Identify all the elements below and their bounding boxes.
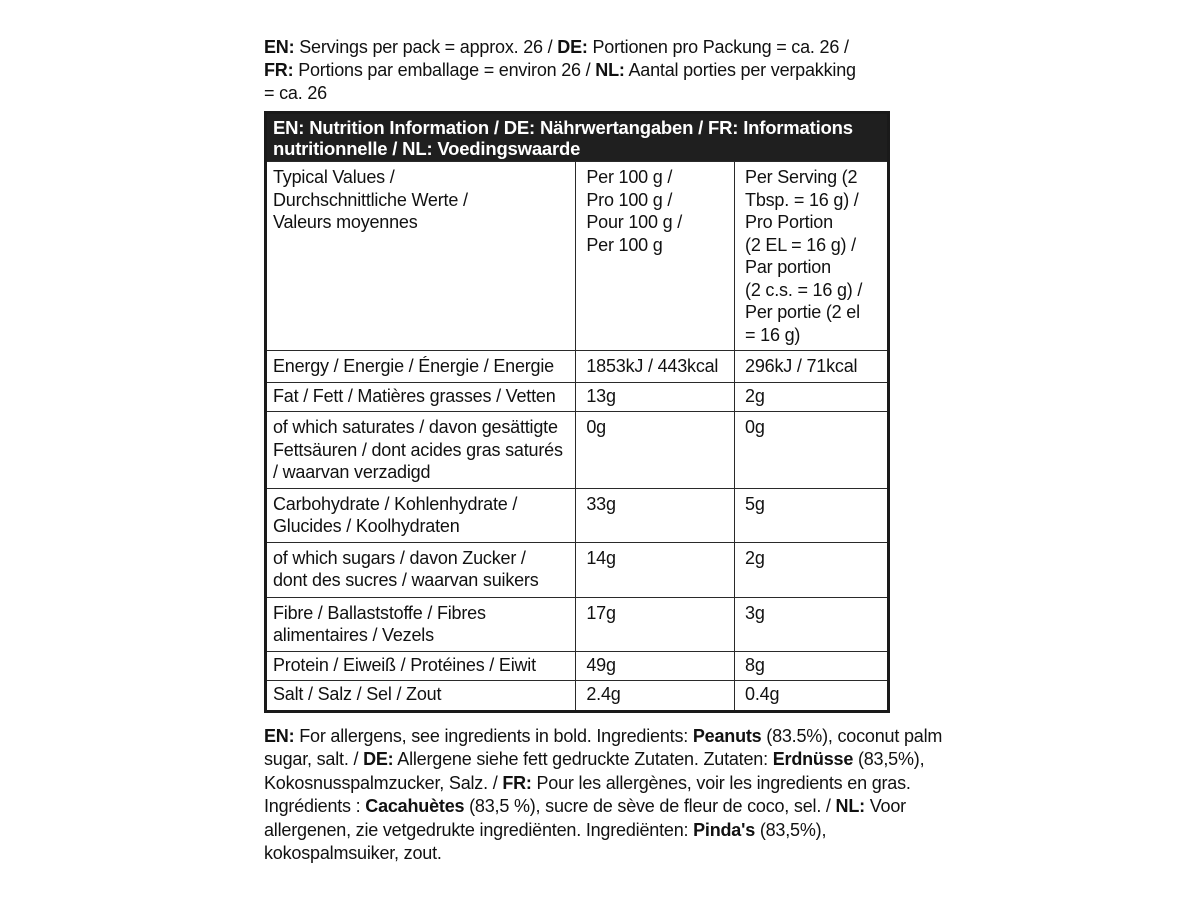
- row-per-serving: 0.4g: [735, 681, 889, 712]
- servings-de-label: DE:: [557, 37, 588, 57]
- row-per-serving: 8g: [735, 651, 889, 681]
- ingredients-en-allergen: Peanuts: [692, 725, 762, 746]
- row-label: [266, 651, 576, 681]
- row-label-line: Salt / Salz / Sel / Zout: [273, 684, 442, 704]
- ingredients-fr-text: (83,5 %), sucre de sève de fleur de coco, sel. /: [464, 796, 836, 816]
- ingredients-nl-label: NL:: [835, 796, 865, 816]
- row-label-line: Energy / Energie / Énergie / Energie: [273, 356, 554, 376]
- header-col3-line: = 16 g): [745, 324, 801, 345]
- row-label-line: Protein / Eiweiß / Protéines / Eiwit: [273, 654, 536, 675]
- row-per-serving: 0g: [735, 412, 889, 489]
- row-label-line: alimentaires / Vezels: [273, 625, 434, 645]
- servings-nl-text: Aantal porties per verpakking: [624, 60, 856, 80]
- row-per-serving: 296kJ / 71kcal: [735, 351, 889, 383]
- header-col3-line: (2 c.s. = 16 g) /: [745, 279, 863, 300]
- table-row-saturates: [266, 412, 889, 489]
- row-per-100g: 33g: [576, 488, 735, 542]
- row-per-serving: 3g: [735, 597, 889, 651]
- row-per-100g: 2.4g: [576, 681, 735, 712]
- servings-fr-text: Portions par emballage = environ 26 /: [293, 60, 596, 80]
- ingredients-de-allergen: Erdnüsse: [772, 749, 854, 769]
- ingredients-de-text: (83,5%), Kokosnusspalmzucker, Salz. /: [264, 749, 925, 793]
- header-col3-line: Per portie (2 el: [745, 302, 860, 322]
- table-row-carbohydrate: [266, 488, 889, 542]
- ingredients-fr-text: Pour les allergènes, voir les ingredients en gras. Ingrédients :: [264, 772, 911, 816]
- ingredients-en-text: (83.5%), coconut palm sugar, salt. /: [264, 725, 943, 769]
- header-col3-line: (2 EL = 16 g) /: [745, 234, 856, 255]
- row-label-line: Glucides / Koolhydraten: [273, 516, 460, 536]
- row-label-line: dont des sucres / waarvan suikers: [273, 570, 539, 590]
- nutrition-label: [264, 36, 944, 866]
- header-col3-line: Par portion: [745, 257, 831, 277]
- nutrition-table-title: [266, 113, 889, 162]
- ingredients-de-label: DE:: [363, 749, 394, 769]
- header-col1-line: Valeurs moyennes: [273, 212, 418, 232]
- row-label: [266, 597, 576, 651]
- header-col3-line: Per Serving (2: [745, 167, 858, 187]
- servings-en-label: EN:: [264, 37, 295, 57]
- servings-en-text: Servings per pack = approx. 26 /: [294, 37, 558, 57]
- row-per-100g: 17g: [576, 597, 735, 651]
- row-per-serving: 2g: [735, 542, 889, 597]
- row-label: [266, 681, 576, 712]
- ingredients-fr-label: FR:: [502, 772, 532, 793]
- row-per-100g: 1853kJ / 443kcal: [576, 351, 735, 383]
- ingredients-nl-text: Voor allergenen, zie vetgedrukte ingrediënten. Ingrediënten:: [264, 796, 906, 840]
- table-row-salt: [266, 681, 889, 712]
- row-label-line: Fat / Fett / Matières grasses / Vetten: [273, 385, 556, 406]
- row-label-line: of which sugars / davon Zucker /: [273, 547, 526, 568]
- row-label-line: Fibre / Ballaststoffe / Fibres: [273, 602, 486, 623]
- ingredients-nl-allergen: Pinda's: [693, 819, 756, 840]
- servings-fr-label: FR:: [264, 60, 294, 80]
- table-row-energy: [266, 351, 889, 383]
- header-per-serving: [735, 162, 889, 351]
- header-col3-line: Pro Portion: [745, 212, 833, 232]
- servings-text: [264, 36, 904, 105]
- ingredients-en-text: For allergens, see ingredients in bold. Ingredients:: [294, 725, 693, 746]
- row-label-line: Carbohydrate / Kohlenhydrate /: [273, 493, 518, 514]
- table-title-line-2: nutritionnelle / NL: Voedingswaarde: [273, 138, 581, 159]
- table-row-fat: [266, 382, 889, 412]
- table-row-protein: [266, 651, 889, 681]
- table-title-line-1: EN: Nutrition Information / DE: Nährwertangaben / FR: Informations: [273, 117, 853, 138]
- ingredients-de-text: Allergene siehe fett gedruckte Zutaten. Zutaten:: [393, 749, 773, 769]
- row-label-line: / waarvan verzadigd: [273, 462, 431, 482]
- nutrition-table: [264, 111, 890, 713]
- header-typical-values: [266, 162, 576, 351]
- table-row-sugars: [266, 542, 889, 597]
- servings-nl-text-2: = ca. 26: [264, 83, 327, 103]
- row-per-serving: 2g: [735, 382, 889, 412]
- row-label-line: Fettsäuren / dont acides gras saturés: [273, 439, 563, 460]
- header-per-100g: [576, 162, 735, 351]
- header-col2-line: Pour 100 g /: [586, 212, 683, 232]
- row-label: [266, 542, 576, 597]
- row-label: [266, 488, 576, 542]
- row-label: [266, 351, 576, 383]
- ingredients-text: [264, 725, 944, 866]
- row-label: [266, 382, 576, 412]
- header-col1-line: Durchschnittliche Werte /: [273, 189, 468, 210]
- row-label-line: of which saturates / davon gesättigte: [273, 417, 558, 437]
- row-per-100g: 49g: [576, 651, 735, 681]
- row-per-serving: 5g: [735, 488, 889, 542]
- ingredients-en-label: EN:: [264, 725, 295, 746]
- servings-de-text: Portionen pro Packung = ca. 26 /: [587, 37, 849, 57]
- table-row-fibre: [266, 597, 889, 651]
- row-per-100g: 14g: [576, 542, 735, 597]
- header-col2-line: Pro 100 g /: [586, 189, 673, 210]
- ingredients-nl-text: (83,5%), kokospalmsuiker, zout.: [264, 819, 827, 863]
- header-col3-line: Tbsp. = 16 g) /: [745, 189, 859, 210]
- table-header-row: [266, 162, 889, 351]
- ingredients-fr-allergen: Cacahuètes: [365, 796, 465, 816]
- servings-nl-label: NL:: [595, 60, 625, 80]
- header-col2-line: Per 100 g /: [586, 167, 673, 187]
- row-per-100g: 0g: [576, 412, 735, 489]
- header-col1-line: Typical Values /: [273, 167, 395, 187]
- row-label: [266, 412, 576, 489]
- row-per-100g: 13g: [576, 382, 735, 412]
- header-col2-line: Per 100 g: [586, 234, 663, 255]
